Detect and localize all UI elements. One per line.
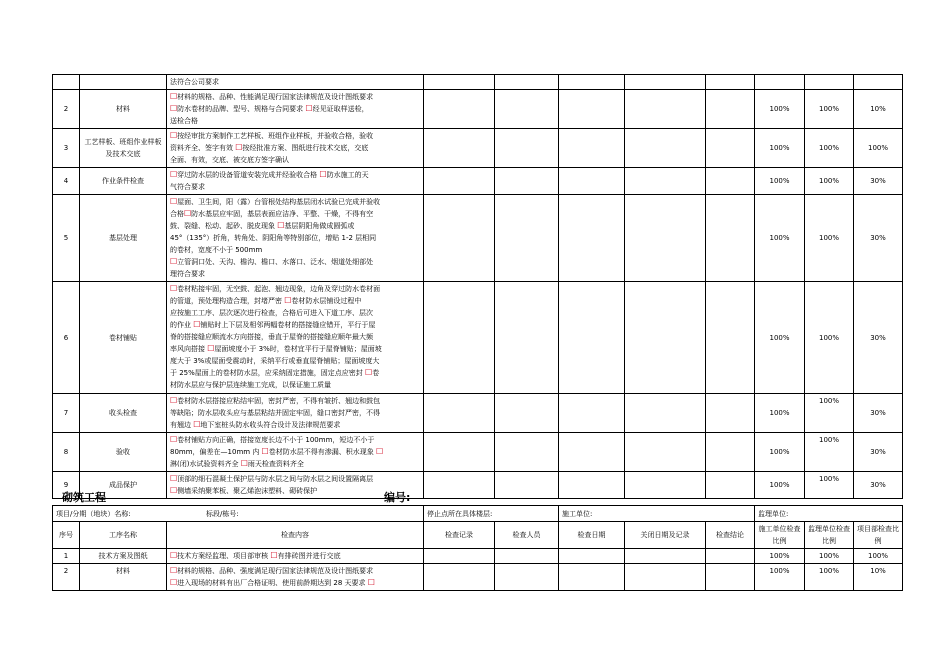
project-ratio: 30% bbox=[854, 433, 903, 472]
inspector-cell bbox=[495, 433, 559, 472]
row-number: 6 bbox=[53, 282, 80, 394]
table-row bbox=[53, 433, 903, 472]
masonry-inspection-table bbox=[52, 505, 903, 591]
conclusion-cell bbox=[706, 195, 755, 282]
process-name: 验收 bbox=[80, 433, 167, 472]
inspector-cell bbox=[495, 168, 559, 195]
check-date-cell bbox=[559, 549, 625, 564]
process-name: 技术方案及图纸 bbox=[80, 549, 167, 564]
content-line: ☐防水卷材的品牌、型号、规格与合同要求 ☐经见证取样送检， bbox=[170, 104, 369, 113]
check-date-cell bbox=[559, 282, 625, 394]
project-name-label: 项目/分期（地块）名称: bbox=[56, 509, 131, 518]
checkbox-icon: ☐ bbox=[170, 170, 178, 179]
table-row bbox=[53, 90, 903, 129]
check-date-cell bbox=[559, 75, 625, 90]
section-title: 砌筑工程 bbox=[62, 491, 106, 504]
supervisor-ratio: 100% bbox=[805, 168, 854, 195]
check-date-cell bbox=[559, 195, 625, 282]
content-line: ☐立管洞口处、天沟、檐沟、檐口、水落口、泛水、烟道处细部处 bbox=[170, 257, 374, 266]
table-row bbox=[53, 282, 903, 394]
check-record-cell bbox=[424, 282, 495, 394]
header-record: 检查记录 bbox=[424, 522, 495, 549]
check-record-cell bbox=[424, 564, 495, 591]
project-ratio: 30% bbox=[854, 195, 903, 282]
checkbox-icon: ☐ bbox=[193, 320, 201, 329]
project-ratio: 100% bbox=[854, 549, 903, 564]
supervisor-ratio: 100% bbox=[805, 433, 854, 472]
content-line: ☐技术方案经监理、项目部审核 ☐有排砖图并进行交底 bbox=[170, 551, 341, 560]
conclusion-cell bbox=[706, 129, 755, 168]
check-content bbox=[167, 129, 424, 168]
supervisor-ratio: 100% bbox=[805, 129, 854, 168]
process-name: 材料 bbox=[80, 90, 167, 129]
check-date-cell bbox=[559, 394, 625, 433]
check-record-cell bbox=[424, 394, 495, 433]
checkbox-icon: ☐ bbox=[170, 284, 178, 293]
content-line: 的卷材，宽度不小于 500mm bbox=[170, 246, 263, 254]
checkbox-icon: ☐ bbox=[277, 221, 285, 230]
supervisor-ratio: 100% bbox=[805, 195, 854, 282]
section-heading bbox=[62, 489, 902, 505]
inspector-cell bbox=[495, 549, 559, 564]
row-number: 5 bbox=[53, 195, 80, 282]
checkbox-icon: ☐ bbox=[184, 209, 192, 218]
checkbox-icon: ☐ bbox=[170, 566, 178, 575]
header-contractor-ratio: 施工单位检查比例 bbox=[755, 522, 805, 549]
content-line: ☐卷材铺贴方向正确，搭接宽度长边不小于 100mm，短边不小于 bbox=[170, 435, 375, 444]
check-content bbox=[167, 168, 424, 195]
check-content bbox=[167, 195, 424, 282]
header-no: 序号 bbox=[53, 522, 80, 549]
inspector-cell bbox=[495, 282, 559, 394]
project-ratio: 10% bbox=[854, 564, 903, 591]
info-row bbox=[53, 506, 903, 522]
contractor-ratio: 100% bbox=[755, 129, 805, 168]
content-line: 有翘边 ☐地下室桩头防水收头符合设计及法律规范要求 bbox=[170, 420, 341, 429]
contractor-ratio: 100% bbox=[755, 195, 805, 282]
close-date-cell bbox=[625, 282, 706, 394]
checkbox-icon: ☐ bbox=[170, 435, 178, 444]
content-line: 的管道，预处理构造合理，封堵严密 ☐卷材防水层铺设过程中 bbox=[170, 296, 362, 305]
checkbox-icon: ☐ bbox=[170, 197, 178, 206]
checkbox-icon: ☐ bbox=[375, 447, 384, 456]
header-supervisor-ratio: 监理单位检查比例 bbox=[805, 522, 854, 549]
project-ratio: 30% bbox=[854, 282, 903, 394]
check-content bbox=[167, 75, 424, 90]
header-date: 检查日期 bbox=[559, 522, 625, 549]
supervisor-ratio: 100% bbox=[805, 282, 854, 394]
content-line: 淋(闭)水试验资料齐全 ☐雨天检查资料齐全 bbox=[170, 459, 304, 468]
contractor-ratio: 100% bbox=[755, 472, 805, 499]
check-date-cell bbox=[559, 129, 625, 168]
content-line: ☐侧墙采纳聚苯板、聚乙烯泡沫塑料、砌砖保护 bbox=[170, 486, 318, 495]
content-line: ☐屋面、卫生间，阳（露）台管根处结构基层闭水试验已完成并验收 bbox=[170, 197, 381, 206]
process-name: 收头检查 bbox=[80, 394, 167, 433]
content-line: ☐卷材粘接牢固，无空鼓、起泡、翘边现象，边角及穿过防水卷材面 bbox=[170, 284, 381, 293]
row-number: 9 bbox=[53, 472, 80, 499]
row-number: 7 bbox=[53, 394, 80, 433]
check-record-cell bbox=[424, 75, 495, 90]
stop-point-label: 停止点所在具体楼层: bbox=[424, 506, 559, 522]
checkbox-icon: ☐ bbox=[240, 459, 248, 468]
header-row bbox=[53, 522, 903, 549]
contractor-ratio: 100% bbox=[755, 394, 805, 433]
conclusion-cell bbox=[706, 394, 755, 433]
check-record-cell bbox=[424, 195, 495, 282]
close-date-cell bbox=[625, 195, 706, 282]
project-ratio: 10% bbox=[854, 90, 903, 129]
content-line: 法符合公司要求 bbox=[170, 78, 219, 86]
check-record-cell bbox=[424, 129, 495, 168]
close-date-cell bbox=[625, 433, 706, 472]
checkbox-icon: ☐ bbox=[207, 344, 215, 353]
content-line: 材防水层应与保护层连续施工完成，以保证施工质量 bbox=[170, 381, 331, 389]
table-row bbox=[53, 75, 903, 90]
process-name: 成品保护 bbox=[80, 472, 167, 499]
header-project-ratio: 项目部检查比例 bbox=[854, 522, 903, 549]
checkbox-icon: ☐ bbox=[170, 92, 178, 101]
project-ratio: 30% bbox=[854, 472, 903, 499]
content-line: 脊的搭接缝应顺流水方向搭接，垂直于屋脊的搭接缝应顺年最大频 bbox=[170, 333, 373, 341]
conclusion-cell bbox=[706, 564, 755, 591]
checkbox-icon: ☐ bbox=[319, 170, 327, 179]
contractor-ratio: 100% bbox=[755, 282, 805, 394]
content-line: ☐材料的规格、品种、性能满足现行国家法律规范及设计图纸要求 bbox=[170, 92, 374, 101]
content-line: 80mm，偏差在—10mm 内 ☐卷材防水层不得有渗漏、积水现象 ☐ bbox=[170, 447, 384, 456]
project-ratio: 30% bbox=[854, 168, 903, 195]
header-inspector: 检查人员 bbox=[495, 522, 559, 549]
header-close: 关闭日期及记录 bbox=[625, 522, 706, 549]
content-line: ☐按经审批方案制作工艺样板、班组作业样板，并验收合格，验收 bbox=[170, 131, 374, 140]
info-project-cell bbox=[53, 506, 424, 522]
check-content bbox=[167, 90, 424, 129]
inspector-cell bbox=[495, 195, 559, 282]
table-row bbox=[53, 549, 903, 564]
content-line: ☐材料的规格、品种、强度满足现行国家法律规范及设计图纸要求 bbox=[170, 566, 374, 575]
supervisor-ratio: 100% bbox=[805, 549, 854, 564]
checkbox-icon: ☐ bbox=[170, 257, 178, 266]
content-line: 率风向搭接 ☐屋面坡度小于 3%时，卷材宜平行于屋脊铺贴；屋面坡 bbox=[170, 344, 382, 353]
close-date-cell bbox=[625, 564, 706, 591]
content-line: ☐卷材防水层搭接应粘结牢固，密封严密，不得有皱折、翘边和鼓包 bbox=[170, 396, 381, 405]
project-ratio: 100% bbox=[854, 129, 903, 168]
checkbox-icon: ☐ bbox=[284, 296, 292, 305]
header-conclusion: 检查结论 bbox=[706, 522, 755, 549]
content-line: 等缺陷；防水层收头应与基层粘结并固定牢固，缝口密封严密，不得 bbox=[170, 409, 380, 417]
contractor-ratio: 100% bbox=[755, 90, 805, 129]
conclusion-cell bbox=[706, 433, 755, 472]
checkbox-icon: ☐ bbox=[305, 104, 313, 113]
close-date-cell bbox=[625, 549, 706, 564]
process-name: 基层处理 bbox=[80, 195, 167, 282]
content-line: 度大于 3%或屋面受震动时，采纳平行或垂直屋脊铺贴；屋面坡度大 bbox=[170, 357, 380, 365]
waterproofing-inspection-table bbox=[52, 74, 903, 499]
content-line: ☐进入现场的材料有出厂合格证明、使用前龄期达到 28 天要求 ☐ bbox=[170, 578, 375, 587]
inspector-cell bbox=[495, 394, 559, 433]
row-number: 1 bbox=[53, 549, 80, 564]
check-content bbox=[167, 564, 424, 591]
inspector-cell bbox=[495, 564, 559, 591]
checkbox-icon: ☐ bbox=[170, 551, 178, 560]
close-date-cell bbox=[625, 394, 706, 433]
contractor-ratio: 100% bbox=[755, 433, 805, 472]
row-number: 4 bbox=[53, 168, 80, 195]
checkbox-icon: ☐ bbox=[170, 104, 178, 113]
checkbox-icon: ☐ bbox=[170, 131, 178, 140]
checkbox-icon: ☐ bbox=[270, 551, 278, 560]
inspector-cell bbox=[495, 129, 559, 168]
content-line: 全面、有效，交底、被交底方签字确认 bbox=[170, 156, 289, 164]
content-line: 气符合要求 bbox=[170, 183, 205, 191]
checkbox-icon: ☐ bbox=[235, 143, 243, 152]
row-number: 8 bbox=[53, 433, 80, 472]
check-content bbox=[167, 282, 424, 394]
checkbox-icon: ☐ bbox=[170, 486, 178, 495]
close-date-cell bbox=[625, 129, 706, 168]
supervisor-ratio: 100% bbox=[805, 90, 854, 129]
check-date-cell bbox=[559, 90, 625, 129]
conclusion-cell bbox=[706, 168, 755, 195]
checkbox-icon: ☐ bbox=[261, 447, 269, 456]
check-record-cell bbox=[424, 433, 495, 472]
check-content bbox=[167, 394, 424, 433]
checkbox-icon: ☐ bbox=[170, 474, 178, 483]
check-record-cell bbox=[424, 90, 495, 129]
content-line: 理符合要求 bbox=[170, 270, 205, 278]
checkbox-icon: ☐ bbox=[367, 578, 375, 587]
project-ratio bbox=[854, 75, 903, 90]
contractor-ratio: 100% bbox=[755, 168, 805, 195]
table-row bbox=[53, 195, 903, 282]
check-date-cell bbox=[559, 168, 625, 195]
row-number: 2 bbox=[53, 90, 80, 129]
content-line: 鼓、裂缝、松动、起砂、脱皮现象 ☐基层阴阳角做成圆弧或 bbox=[170, 221, 355, 230]
conclusion-cell bbox=[706, 90, 755, 129]
supervisor-label: 监理单位: bbox=[755, 506, 903, 522]
supervisor-ratio: 100% bbox=[805, 564, 854, 591]
conclusion-cell bbox=[706, 75, 755, 90]
process-name: 作业条件检查 bbox=[80, 168, 167, 195]
check-date-cell bbox=[559, 433, 625, 472]
check-content bbox=[167, 549, 424, 564]
checkbox-icon: ☐ bbox=[170, 578, 178, 587]
process-name: 材料 bbox=[80, 564, 167, 591]
contractor-ratio bbox=[755, 75, 805, 90]
table-row bbox=[53, 129, 903, 168]
inspector-cell bbox=[495, 90, 559, 129]
check-record-cell bbox=[424, 549, 495, 564]
contractor-label: 施工单位: bbox=[559, 506, 755, 522]
supervisor-ratio bbox=[805, 75, 854, 90]
content-line: ☐穿过防水层的设备管道安装完成并经验收合格 ☐防水施工的天 bbox=[170, 170, 369, 179]
row-number: 2 bbox=[53, 564, 80, 591]
table-row bbox=[53, 564, 903, 591]
contractor-ratio: 100% bbox=[755, 564, 805, 591]
checkbox-icon: ☐ bbox=[365, 368, 373, 377]
inspector-cell bbox=[495, 75, 559, 90]
content-line: 资料齐全、签字有效 ☐按经批准方案、图纸进行技术交底，交底 bbox=[170, 143, 369, 152]
check-record-cell bbox=[424, 168, 495, 195]
checkbox-icon: ☐ bbox=[170, 396, 178, 405]
contractor-ratio: 100% bbox=[755, 549, 805, 564]
content-line: 应按施工工序、层次逐次进行检查，合格后可进入下道工序、层次 bbox=[170, 309, 373, 317]
project-ratio: 30% bbox=[854, 394, 903, 433]
conclusion-cell bbox=[706, 282, 755, 394]
table-row bbox=[53, 168, 903, 195]
check-date-cell bbox=[559, 564, 625, 591]
header-content: 检查内容 bbox=[167, 522, 424, 549]
header-process: 工序名称 bbox=[80, 522, 167, 549]
section-label: 标段/栋号: bbox=[206, 509, 239, 518]
content-line: 45°（135°）折角，转角处、阴阳角等特别部位，增贴 1-2 层相同 bbox=[170, 234, 377, 242]
row-number: 3 bbox=[53, 129, 80, 168]
row-number bbox=[53, 75, 80, 90]
content-line: 送检合格 bbox=[170, 117, 198, 125]
supervisor-ratio: 100% bbox=[805, 472, 854, 499]
content-line: 于 25%屋面上的卷材防水层，应采纳固定措施，固定点应密封 ☐卷 bbox=[170, 368, 380, 377]
process-name: 卷材铺贴 bbox=[80, 282, 167, 394]
content-line: ☐顶部的细石混凝土保护层与防水层之间与防水层之间设置隔离层 bbox=[170, 474, 374, 483]
content-line: 合格☐防水基层应牢固，基层表面应洁净、平整、干燥，不得有空 bbox=[170, 209, 374, 218]
content-line: 的作业 ☐铺贴时上下层及相邻两幅卷材的搭接缝应错开，平行于屋 bbox=[170, 320, 376, 329]
close-date-cell bbox=[625, 168, 706, 195]
process-name bbox=[80, 75, 167, 90]
close-date-cell bbox=[625, 75, 706, 90]
table-row bbox=[53, 394, 903, 433]
form-number-label: 编号: bbox=[384, 491, 411, 504]
close-date-cell bbox=[625, 90, 706, 129]
supervisor-ratio: 100% bbox=[805, 394, 854, 433]
checkbox-icon: ☐ bbox=[193, 420, 201, 429]
check-content bbox=[167, 433, 424, 472]
conclusion-cell bbox=[706, 549, 755, 564]
process-name: 工艺样板、班组作业样板及技术交底 bbox=[80, 129, 167, 168]
